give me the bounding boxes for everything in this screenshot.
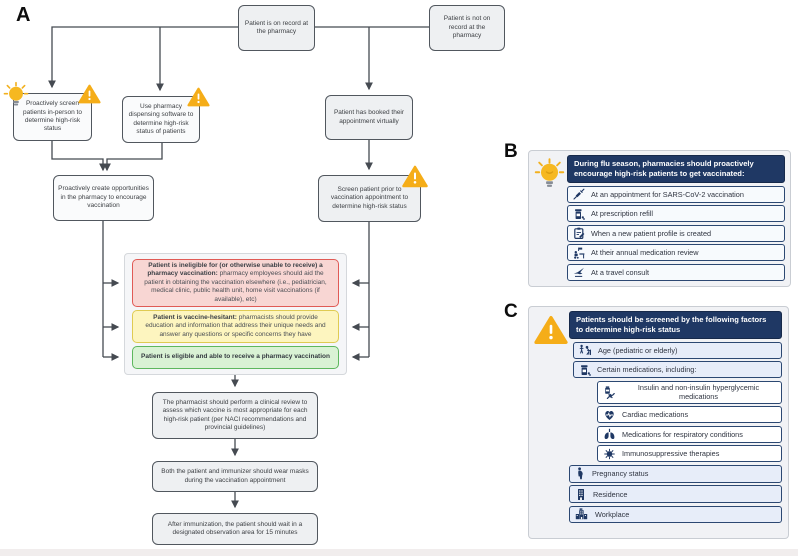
pregnancy-icon bbox=[575, 467, 586, 480]
list-item-label: Cardiac medications bbox=[622, 410, 689, 420]
list-item bbox=[567, 205, 785, 222]
residence-icon bbox=[575, 488, 587, 501]
list-item-label: At prescription refill bbox=[591, 209, 654, 219]
panel-b-header: During flu season, pharmacies should proactively encourage high-risk patients to get vaccinated: bbox=[567, 155, 785, 183]
list-item bbox=[597, 406, 782, 423]
list-item bbox=[569, 465, 782, 483]
list-item-label: When a new patient profile is created bbox=[591, 228, 712, 238]
virus-icon bbox=[603, 448, 616, 460]
workplace-icon bbox=[575, 508, 589, 520]
node-observation-wait: After immunization, the patient should wait in a designated observation area for 15 minutes bbox=[152, 513, 318, 545]
list-item bbox=[597, 445, 782, 462]
list-item-label: Pregnancy status bbox=[592, 469, 649, 479]
lightbulb-icon bbox=[533, 157, 566, 193]
panel-b-label: B bbox=[504, 141, 518, 162]
outcome-hesitant-lead: Patient is vaccine-hesitant: bbox=[153, 313, 237, 321]
list-item-label: Residence bbox=[593, 489, 628, 499]
panel-c-label: C bbox=[504, 301, 518, 322]
node-clinical-review: The pharmacist should perform a clinical review to assess which vaccine is most appropriate for each high-risk patient (per NACI recommendations and provincial guidelines) bbox=[152, 392, 318, 439]
outcome-ineligible-detail: pharmacy employees should aid the patient in obtaining the vaccination elsewhere (i.e., pediatrician, medical clinic, public health unit, home visit vaccinations (if available), etc) bbox=[144, 270, 327, 303]
node-patient-on-record: Patient is on record at the pharmacy bbox=[238, 5, 315, 51]
list-item-label: At their annual medication review bbox=[591, 248, 699, 258]
figure-bottom-edge bbox=[0, 549, 798, 556]
list-item-label: Workplace bbox=[595, 509, 630, 519]
lungs-icon bbox=[603, 428, 616, 440]
outcome-hesitant-detail: pharmacists should provide education and information that address their unique needs and answer any questions or specific concerns they have bbox=[145, 313, 326, 338]
list-item bbox=[567, 244, 785, 261]
list-item bbox=[567, 225, 785, 242]
warning-icon bbox=[534, 315, 568, 345]
list-item-label: Insulin and non-insulin hyperglycemic medications bbox=[637, 383, 760, 402]
list-item-label: At an appointment for SARS-CoV-2 vaccination bbox=[591, 189, 744, 199]
list-item bbox=[597, 426, 782, 443]
list-item-label: Certain medications, including: bbox=[597, 365, 697, 375]
panel-c-header: Patients should be screened by the following factors to determine high-risk status bbox=[569, 311, 782, 339]
list-item bbox=[567, 186, 785, 203]
list-item-label: Medications for respiratory conditions bbox=[622, 429, 743, 439]
panel-b bbox=[528, 150, 791, 287]
list-item-label: Age (pediatric or elderly) bbox=[598, 345, 678, 355]
panel-c bbox=[528, 306, 789, 539]
list-item bbox=[573, 342, 782, 359]
list-item bbox=[567, 264, 785, 281]
panel-a-label: A bbox=[16, 4, 31, 26]
eligibility-outcomes-group bbox=[124, 253, 347, 375]
clipboard-icon bbox=[573, 227, 585, 239]
outcome-ineligible bbox=[132, 259, 339, 307]
node-dispensing-software: Use pharmacy dispensing software to determine high-risk status of patients bbox=[122, 96, 200, 143]
medications-icon bbox=[579, 364, 591, 376]
airplane-icon bbox=[573, 266, 585, 278]
outcome-vaccine-hesitant bbox=[132, 310, 339, 343]
list-item bbox=[597, 381, 782, 404]
list-item-label: Immunosuppressive therapies bbox=[622, 449, 720, 459]
cardiac-icon bbox=[603, 409, 616, 421]
insulin-icon bbox=[603, 386, 615, 399]
lightbulb-icon bbox=[2, 81, 30, 111]
list-item bbox=[573, 361, 782, 378]
node-proactively-screen: Proactively screen patients in-person to determine high-risk status bbox=[13, 93, 92, 141]
outcome-ineligible-lead: Patient is ineligible for (or otherwise unable to receive) a pharmacy vaccination: bbox=[147, 261, 323, 278]
node-booked-virtually: Patient has booked their appointment virtually bbox=[325, 95, 413, 140]
list-item bbox=[569, 506, 782, 523]
medication-review-icon bbox=[573, 247, 585, 259]
node-patient-not-on-record: Patient is not on record at the pharmacy bbox=[429, 5, 505, 51]
age-icon bbox=[579, 344, 592, 356]
node-wear-masks: Both the patient and immunizer should wear masks during the vaccination appointment bbox=[152, 461, 318, 492]
warning-icon bbox=[78, 84, 101, 104]
prescription-bottle-icon bbox=[573, 208, 585, 220]
warning-icon bbox=[187, 87, 210, 107]
node-screen-prior: Screen patient prior to vaccination appointment to determine high-risk status bbox=[318, 175, 421, 222]
outcome-eligible: Patient is eligible and able to receive a pharmacy vaccination bbox=[132, 346, 339, 369]
warning-icon bbox=[402, 165, 428, 188]
list-item-label: At a travel consult bbox=[591, 267, 649, 277]
node-create-opportunities: Proactively create opportunities in the pharmacy to encourage vaccination bbox=[53, 175, 154, 221]
syringe-icon bbox=[573, 188, 585, 200]
list-item bbox=[569, 485, 782, 503]
